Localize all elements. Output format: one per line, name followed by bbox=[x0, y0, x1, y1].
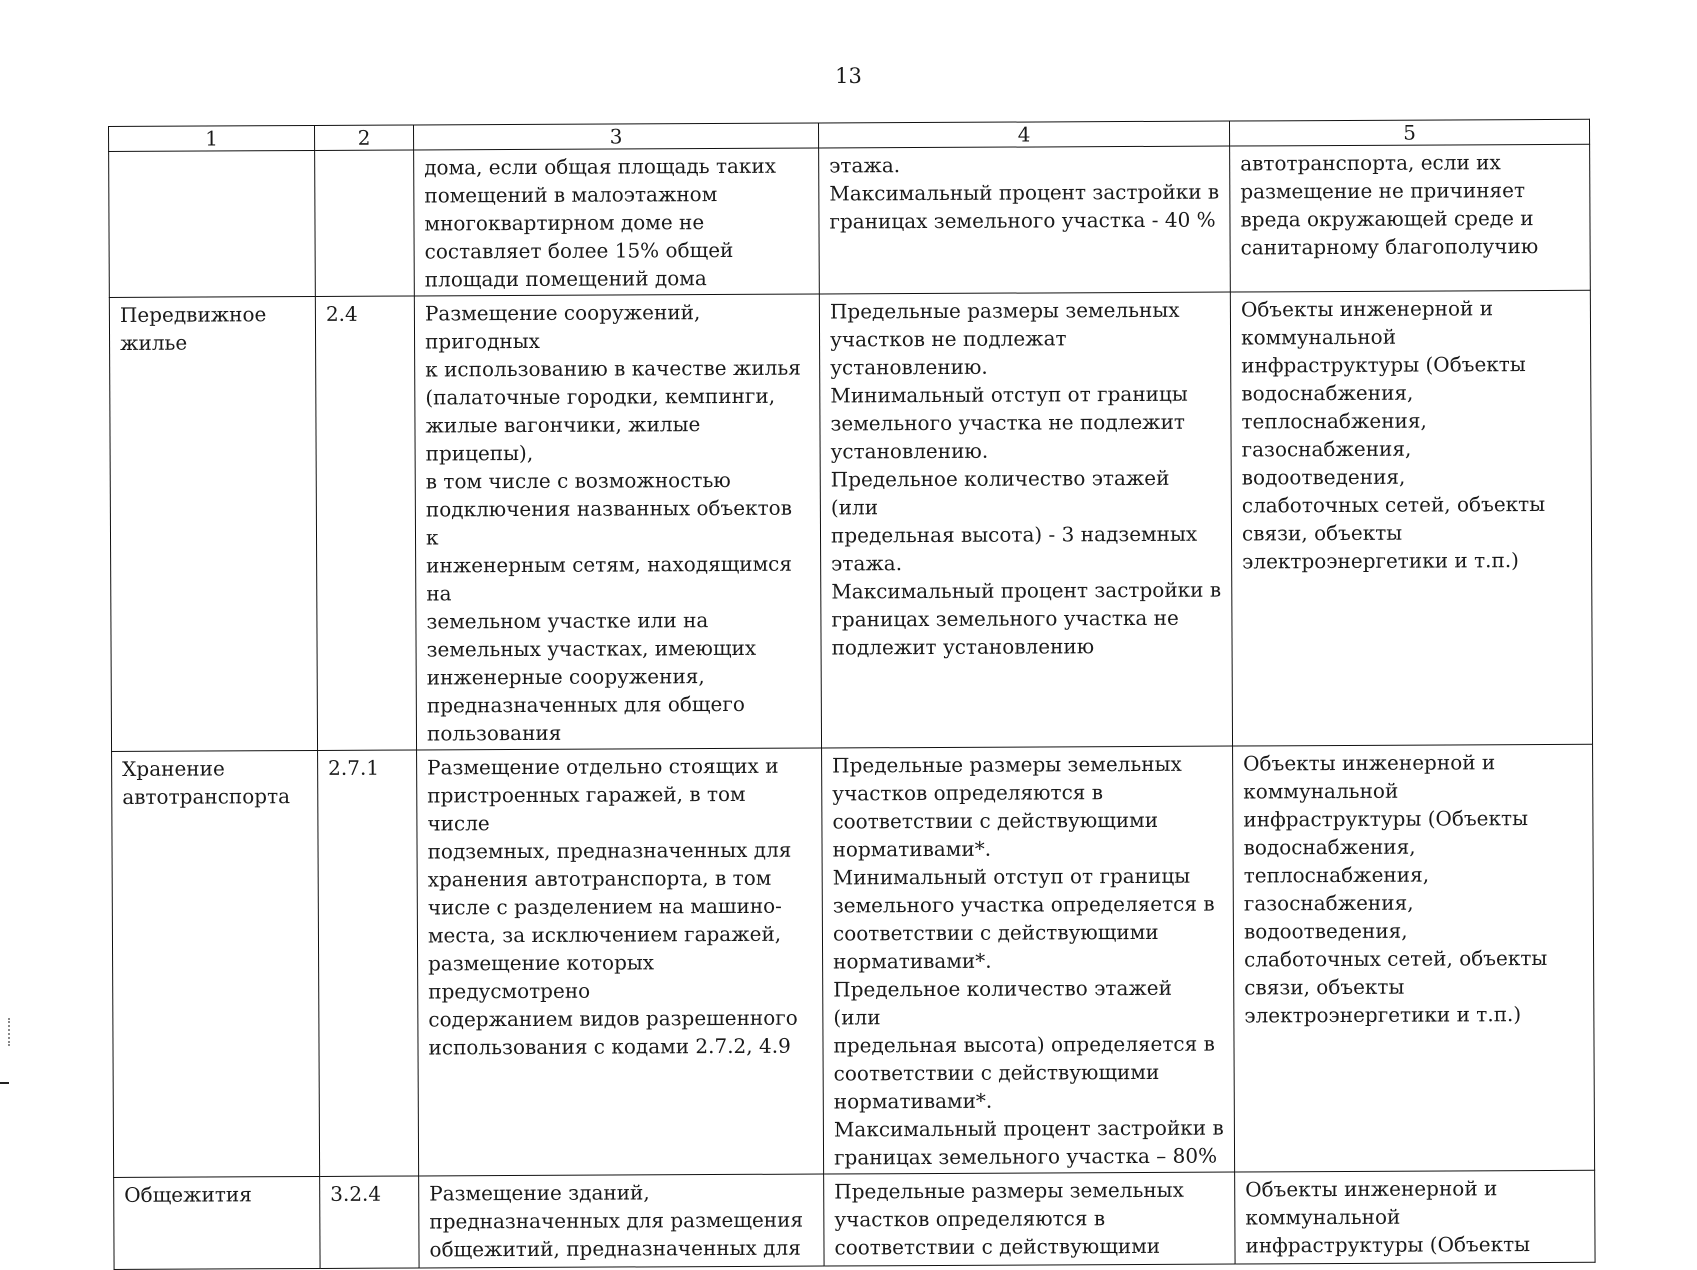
column-header-2: 2 bbox=[314, 125, 413, 150]
zoning-table bbox=[108, 119, 1596, 1270]
column-header-5: 5 bbox=[1229, 119, 1589, 146]
use-code-cell: 2.4 bbox=[315, 296, 416, 750]
use-description-cell: дома, если общая площадь таких помещений в малоэтажном многоквартирном доме не составляет более 15% общей площади помещений дома bbox=[414, 148, 820, 296]
auxiliary-uses-cell: Объекты инженерной и коммунальной инфраструктуры (Объекты водоснабжения, теплоснабжения, газоснабжения, водоотведения, слаботочных сетей, объекты связи, объекты электроэнергетики и т.п.) bbox=[1233, 744, 1595, 1172]
table-row bbox=[109, 290, 1592, 751]
parameters-cell: этажа. Максимальный процент застройки в границах земельного участка - 40 % bbox=[819, 146, 1231, 294]
column-header-4: 4 bbox=[818, 121, 1229, 148]
use-name-cell: Общежития bbox=[114, 1176, 320, 1269]
use-name-cell: Передвижное жилье bbox=[109, 296, 317, 751]
parameters-cell: Предельные размеры земельных участков определяются в соответствии с действующими bbox=[824, 1172, 1235, 1266]
use-name-cell bbox=[109, 150, 316, 297]
use-name-cell: Хранение автотранспорта bbox=[112, 750, 320, 1177]
scan-margin-mark bbox=[0, 1082, 9, 1084]
use-code-cell: 2.7.1 bbox=[318, 750, 419, 1176]
auxiliary-uses-cell: Объекты инженерной и коммунальной инфраструктуры (Объекты водоснабжения, теплоснабжения, газоснабжения, водоотведения, слаботочных сетей, объекты связи, объекты электроэнергетики и т.п.) bbox=[1230, 290, 1592, 746]
parameters-cell: Предельные размеры земельных участков не подлежат установлению. Минимальный отступ от границы земельного участка не подлежит установлению. Предельное количество этажей (или предельная высота) - 3 надземных этажа. Максимальный процент застройки в границах земельного участка не подлежит установлению bbox=[819, 292, 1232, 748]
column-header-1: 1 bbox=[109, 125, 315, 151]
use-description-cell: Размещение сооружений, пригодных к использованию в качестве жилья (палаточные городки, кемпинги, жилые вагончики, жилые прицепы), в том числе с возможностью подключения названных объектов к инженерным сетям, находящимся на земельном участке или на земельных участках, имеющих инженерные сооружения, предназначенных для общего пользования bbox=[414, 294, 821, 750]
page-number: 13 bbox=[835, 64, 862, 88]
use-description-cell: Размещение зданий, предназначенных для размещения общежитий, предназначенных для bbox=[419, 1174, 824, 1268]
scan-margin-dots bbox=[8, 1018, 12, 1046]
table-row bbox=[114, 1170, 1595, 1269]
table-row bbox=[112, 744, 1595, 1177]
auxiliary-uses-cell: автотранспорта, если их размещение не причиняет вреда окружающей среде и санитарному благополучию bbox=[1230, 144, 1591, 292]
table-row bbox=[109, 144, 1591, 297]
parameters-cell: Предельные размеры земельных участков определяются в соответствии с действующими нормативами*. Минимальный отступ от границы земельного участка определяется в соответствии с действующими нормативами*. Предельное количество этажей (или предельная высота) определяется в соответствии с действующими нормативами*. Максимальный процент застройки в границах земельного участка – 80% bbox=[822, 746, 1235, 1174]
auxiliary-uses-cell: Объекты инженерной и коммунальной инфраструктуры (Объекты bbox=[1235, 1170, 1595, 1264]
use-description-cell: Размещение отдельно стоящих и пристроенных гаражей, в том числе подземных, предназначенных для хранения автотранспорта, в том числе с разделением на машино- места, за исключением гаражей, размещение которых предусмотрено содержанием видов разрешенного использования с кодами 2.7.2, 4.9 bbox=[417, 748, 824, 1176]
use-code-cell: 3.2.4 bbox=[320, 1176, 419, 1268]
column-header-3: 3 bbox=[413, 123, 818, 150]
use-code-cell bbox=[315, 150, 415, 296]
